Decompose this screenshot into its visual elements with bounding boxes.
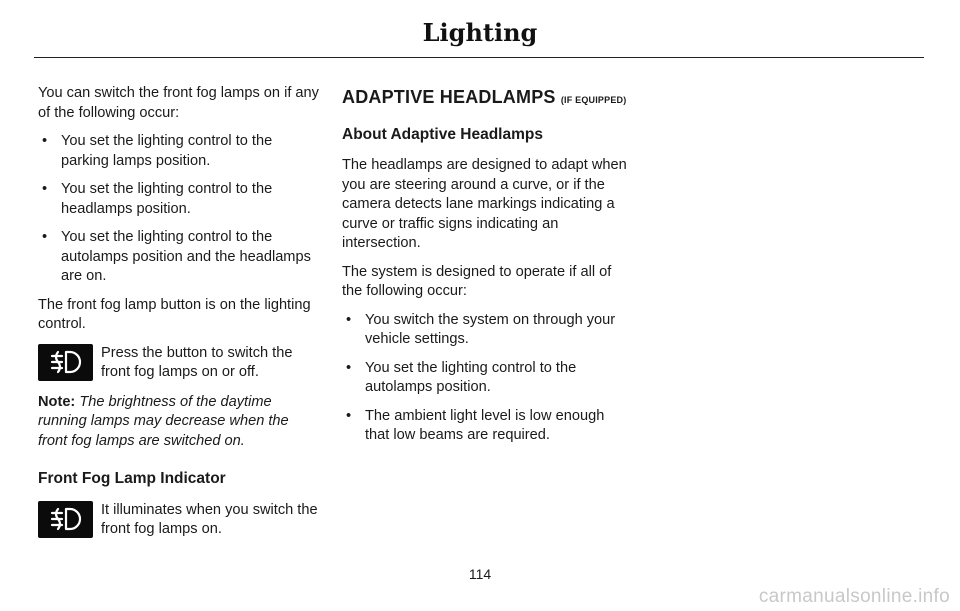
header-divider <box>34 57 924 58</box>
section-title <box>342 88 632 111</box>
list-item: • You set the lighting control to the autolamps position. <box>342 359 632 398</box>
note-paragraph <box>38 393 320 452</box>
list-item: • You set the lighting control to the headlamps position. <box>38 180 320 219</box>
press-instruction-text: Press the button to switch the front fog lamps on or off. <box>101 344 293 380</box>
page-number: 114 <box>468 566 492 582</box>
description-paragraph: The headlamps are designed to adapt when you are steering around a curve, or if the camera detects lane markings indicating a curve or traffic signs indicating an intersection. <box>342 157 627 251</box>
note-label: Note: <box>38 393 76 410</box>
button-location-paragraph: The front fog lamp button is on the lighting control. <box>38 296 311 332</box>
note-text: The brightness of the daytime running lamps may decrease when the front fog lamps are switched on. <box>38 393 289 449</box>
right-column <box>342 84 632 455</box>
list-item: • You set the lighting control to the parking lamps position. <box>38 132 320 171</box>
adaptive-conditions-list <box>342 311 632 446</box>
front-fog-lamp-icon <box>38 344 93 381</box>
indicator-text: It illuminates when you switch the front fog lamps on. <box>101 501 318 537</box>
front-fog-lamp-icon <box>38 501 93 538</box>
left-column <box>38 84 320 550</box>
list-item: • You switch the system on through your vehicle settings. <box>342 311 632 350</box>
page-title: Lighting <box>422 18 538 47</box>
list-item: • You set the lighting control to the autolamps position and the headlamps are on. <box>38 228 320 287</box>
intro-paragraph: You can switch the front fog lamps on if any of the following occur: <box>38 85 319 121</box>
section-title-suffix: (IF EQUIPPED) <box>560 95 627 105</box>
fog-lamp-conditions-list <box>38 132 320 287</box>
conditions-intro-paragraph: The system is designed to operate if all of the following occur: <box>342 263 612 299</box>
fog-lamp-button-block <box>38 344 320 383</box>
fog-lamp-indicator-block <box>38 501 320 540</box>
indicator-heading: Front Fog Lamp Indicator <box>38 470 226 487</box>
watermark: carmanualsonline.info <box>758 586 950 607</box>
subheading: About Adaptive Headlamps <box>342 125 543 143</box>
section-title-text: ADAPTIVE HEADLAMPS <box>342 87 556 107</box>
list-item: • The ambient light level is low enough that low beams are required. <box>342 407 632 446</box>
